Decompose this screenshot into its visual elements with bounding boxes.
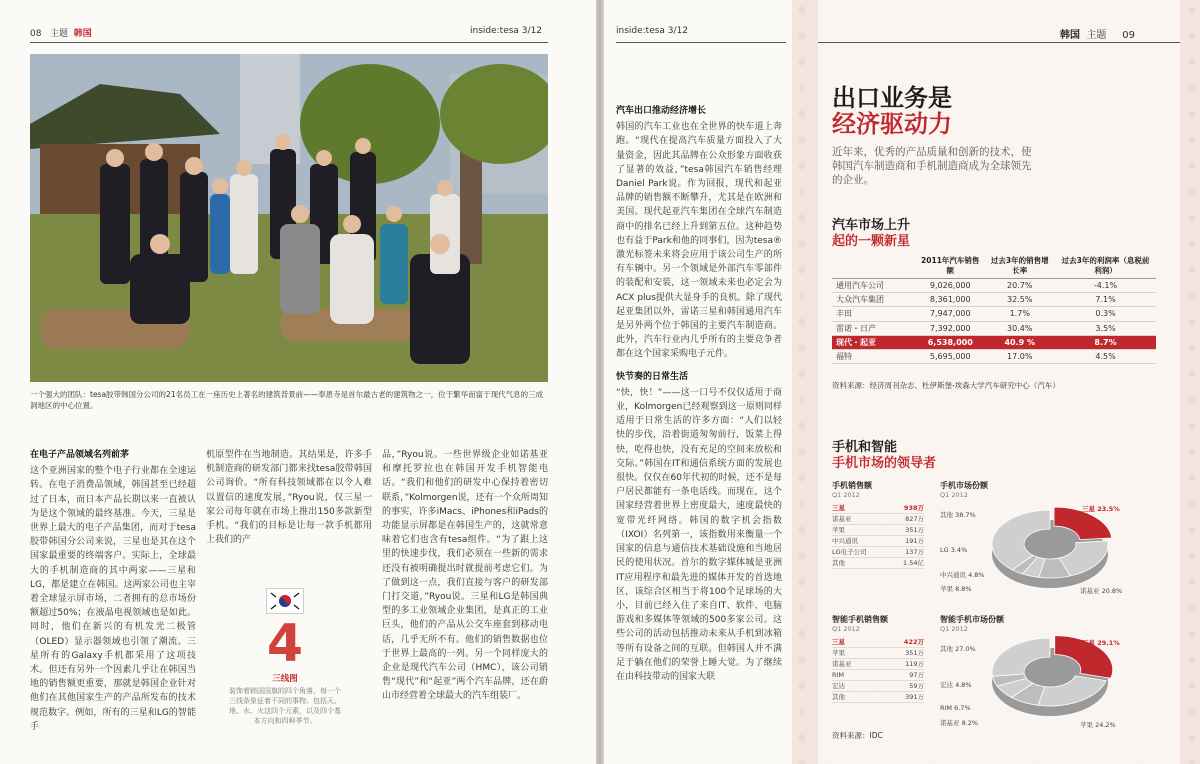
pie-label-value: 27.0%: [955, 645, 976, 653]
list-item-name: 宏达: [832, 682, 845, 690]
list-item-value: 97万: [909, 671, 924, 679]
column-text: “快，快！”——这一口号不仅仅适用于商业，Kolmorgen已经观察到这一原则同样适用于日常生活的许多方面：“人们以轻快的步伐，沿着街道匆匆前行，饭菜上得快，吃得也快，没有充足的空间来放松和交际。”韩国在IT和通信系统方面的发展也很快。仅仅在60年代初的时候，还不是每户居民都能有一条电话线。而现在，这个国家经营着世界上密度最大，速度最快的宽带光纤网络。韩国的数字机会指数（IXOI）名列第一，该指数用来衡量一个国家的信息与通信技术基础设施和当地居民的使用状况。首尔的数字媒体城是亚洲IT应用程序和最先进的媒体开发的首选地区，该综合区相当于将100个足球场的大小，目前已经入住了来自IT、软件、电脑游戏和多媒体等领域的500多家公司。这些公司的活动包括推动未来从手机到冰箱等所有设备之间的互联。但韩国人并不满足于躺在他们的荣誉上睡大觉。为了继续在由科技带动的国家大联: [616, 387, 782, 682]
pie-label-name: 三星: [1082, 505, 1098, 513]
column-heading: 快节奏的日常生活: [616, 371, 689, 382]
pie-label-value: 24.2%: [1095, 721, 1116, 729]
infobox-number: 4: [266, 614, 304, 674]
topic-label: 韩国: [1060, 30, 1080, 41]
table-row: [832, 349, 1156, 363]
auto-source: 资料来源：经济周刊杂志、杜伊斯堡-埃森大学汽车研究中心（汽车）: [832, 381, 1060, 390]
margin-cell: -4.1%: [1055, 279, 1156, 293]
column-text: 品，”Ryou说。一些世界级企业如诺基亚和摩托罗拉也在韩国开发手机智能电话。“我们和他们的研发中心保持着密切联系，”Kolmorgen说，还有一个众所周知的事实，许多iMacs、iPhones和iPads的功能显示屏都是在韩国生产的，这就常意味着它们也含有tesa组件。“为了跟上这里的快速步伐，我们必须在一些新的需求还没有被明确提出时就提前考虑它们。为了做到这一点，我们直接与客户的研发部门打交道，”Ryou说。三星和LG是韩国典型的多工业领域企业集团，是真正的工业巨头，他们的产品从公交车座套到移动电话，几乎无所不有。他们的销售数据也位于世界上最高的一列。另一个同样庞大的企业是现代汽车公司（HMC），该公司销售“现代”和“起亚”两个汽车品牌，还在蔚山市经营着全球最大的汽车组装厂。: [382, 450, 548, 702]
growth-cell: 17.0%: [984, 349, 1055, 363]
pie-label: [940, 546, 967, 554]
growth-cell: 1.7%: [984, 307, 1055, 321]
list-item-value: 191万: [905, 537, 924, 545]
sales-cell: 7,392,000: [916, 321, 984, 335]
list-item: [832, 670, 924, 681]
pie-label-name: 其他: [940, 645, 956, 653]
list-item-name: 中兴通讯: [832, 537, 858, 545]
column-text: 机原型件在当地制造。其结果是，许多手机制造商的研发部门都来找tesa胶带韩国公司询价。“所有科技领域都在以令人难以置信的速度发展，”Ryou说，仅三星一家公司每年就在市场上推出150多款新型手机。“我们的目标是让每一款手机都用上我们的产: [206, 450, 372, 546]
left-column-1: [30, 448, 196, 734]
growth-cell: 20.7%: [984, 279, 1055, 293]
photo-caption: 一个强大的团队：tesa胶带韩国分公司的21名员工在一座历史上著名的建筑背景前——奉恩寺是首尔最古老的建筑物之一，位于繁华而富于现代气息的三成洞地区的中心位置。: [30, 390, 544, 410]
auto-section-subtitle: 起的一颗新星: [832, 234, 911, 249]
growth-cell: 32.5%: [984, 293, 1055, 307]
pie-label-value: 20.8%: [1101, 587, 1123, 595]
margin-cell: 7.1%: [1055, 293, 1156, 307]
pie-label-name: 诺基亚: [940, 719, 962, 727]
list-item: [832, 536, 924, 547]
column-text: 韩国的汽车工业也在全世界的快车道上奔跑。“现代在提高汽车质量方面投入了大量资金，因此其品牌在公众形象方面收获了显著的效益，”tesa韩国汽车销售经理Daniel Park说。作为回报，现代和起亚品牌的销售额不断攀升，尤其是在欧洲和美国。现代起亚汽车集团在全球汽车制造商中的排名已经上升到第五位。这种趋势也有益于Park和他的同事们，因为tesa®激光标签未来将会应用于该公司生产的所有车辆中。另一个领域是外部汽车零部件的装配和安装，这一领域未来也必定会为ACX plus提供大显身手的良机。除了现代起亚集团以外，雷诺三星和韩国通用汽车是另外两个位于韩国的主要汽车制造商。此外，汽车行业内几乎所有的主要竞争者都在这个国家采购电子元件。: [616, 122, 782, 360]
company-cell: 雷诺・日产: [832, 321, 916, 335]
binding-gutter: [596, 0, 604, 764]
infobox-note: 装饰着韩国国旗的四个角落，每一个三线条象征着不同的事物。包括天、地、水、火这四个元素，以及四个基本方向和四种季节。: [229, 687, 341, 725]
list-item-value: 137万: [905, 548, 924, 556]
list-item-name: RIM: [832, 671, 845, 679]
pie-label-name: 诺基亚: [1080, 587, 1102, 595]
pie-label-value: 29.1%: [1097, 639, 1120, 647]
smartphone-sales-title: 智能手机销售额: [832, 615, 888, 624]
list-item-value: 938万: [903, 504, 924, 512]
pie-label-name: 其他: [940, 511, 956, 519]
pie-label-name: 苹果: [940, 585, 956, 593]
pie-label: [940, 510, 976, 519]
table-row: [832, 307, 1156, 321]
list-item-value: 1.54亿: [903, 559, 924, 567]
list-item-name: 诺基亚: [832, 660, 852, 668]
right-page: [604, 0, 1200, 764]
pie-label: [940, 718, 978, 727]
table-header-cell: 过去3年的利润率（息税前利润）: [1055, 254, 1156, 279]
margin-cell: 0.3%: [1055, 307, 1156, 321]
handset-share-period: Q1 2012: [940, 491, 968, 499]
pie-label-name: 宏达: [940, 681, 956, 689]
list-item-value: 59万: [909, 682, 924, 690]
list-item: [832, 525, 924, 536]
pie-label: [1082, 638, 1120, 647]
pie-label: [940, 570, 985, 579]
pie-label: [940, 584, 972, 593]
pie-label-name: LG: [940, 546, 951, 554]
sidebar-title-line2: 经济驱动力: [832, 110, 952, 138]
list-item: [832, 648, 924, 659]
list-item-value: 827万: [905, 515, 924, 523]
list-item-name: 其他: [832, 693, 845, 701]
pie-label-value: 3.4%: [950, 546, 968, 554]
column-text: 这个亚洲国家的整个电子行业都在全速运转。在电子消费品领域，韩国甚至已经超过了日本，而日本产品长期以来一直被认为是这个领域的最终基准。今天，三星是世界上最大的电子产品集团，而对于tesa胶带韩国分公司来说，三星也是其在这个国家最重要的终端客户。实际上，全球最大的手机制造商的其中两家——三星和LG，都是建立在韩国。这两家公司也主宰着全球显示屏市场，二者拥有的总市场份额超过50%；在液晶电视领域也是如此。同时，他们在新兴的有机发光二极管（OLED）显示器领域也引领了潮流。三星所有的Galaxy手机都采用了这项技术。但还有另外一个因素几乎让在韩国当地的销售额更重要，那就是韩国企业针对他们在其他国家生产的产品所发布的技术规范数字。例如，所有的三星和LG的智能手: [30, 466, 196, 732]
company-cell: 大众汽车集团: [832, 293, 916, 307]
pie-label-value: 4.8%: [968, 571, 985, 579]
pie-label: [1080, 586, 1122, 595]
list-item: [832, 637, 924, 648]
pie-label-name: 三星: [1082, 639, 1098, 647]
mobile-section-title: 手机和智能: [832, 440, 898, 455]
pie-label-name: RIM: [940, 704, 955, 712]
handset-sales-title: 手机销售额: [832, 481, 872, 490]
auto-section-title: 汽车市场上升: [832, 218, 911, 233]
list-item: [832, 558, 924, 569]
mobile-source: 资料来源：IDC: [832, 731, 883, 740]
pie-label: [1082, 504, 1120, 513]
list-item-name: 诺基亚: [832, 515, 852, 523]
sales-cell: 6,538,000: [916, 335, 984, 349]
sales-cell: 7,947,000: [916, 307, 984, 321]
issue-label: inside:tesa 3/12: [470, 26, 543, 36]
team-photo: [30, 54, 548, 382]
handset-sales-list: [832, 503, 924, 569]
company-cell: 通用汽车公司: [832, 279, 916, 293]
table-header-cell: 2011年汽车销售额: [916, 254, 984, 279]
list-item: [832, 503, 924, 514]
growth-cell: 30.4%: [984, 321, 1055, 335]
table-header-cell: [832, 254, 916, 279]
left-column-2: [206, 448, 372, 547]
page-number: 09: [1122, 30, 1135, 41]
sales-cell: 8,361,000: [916, 293, 984, 307]
handset-share-donut: [988, 504, 1118, 592]
section-label: 主题: [1086, 30, 1107, 41]
page-number: 08: [30, 29, 42, 39]
list-item-value: 119万: [905, 660, 924, 668]
column-heading: 汽车出口推动经济增长: [616, 106, 707, 116]
pie-label-value: 23.5%: [1097, 505, 1120, 513]
mobile-section-subtitle: 手机市场的领导者: [832, 456, 937, 471]
list-item: [832, 681, 924, 692]
list-item: [832, 659, 924, 670]
company-cell: 丰田: [832, 307, 916, 321]
table-row: [832, 279, 1156, 293]
sidebar-lead: 近年来，优秀的产品质量和创新的技术，使韩国汽车制造商和手机制造商成为全球领先的企业。: [832, 146, 1032, 186]
smartphone-share-title: 智能手机市场份额: [940, 615, 1004, 624]
header-rule: [818, 42, 1180, 43]
left-column-3: [382, 448, 548, 704]
issue-label: inside:tesa 3/12: [616, 26, 689, 36]
pie-label: [940, 644, 976, 653]
header-rule: [30, 42, 548, 43]
pie-label-value: 38.7%: [955, 511, 976, 519]
list-item-value: 351万: [905, 649, 924, 657]
growth-cell: 40.9 %: [984, 335, 1055, 349]
pie-label-value: 6.7%: [954, 704, 971, 712]
handset-sales-period: Q1 2012: [832, 491, 860, 499]
right-column-1: [616, 104, 782, 684]
handset-share-title: 手机市场份额: [940, 481, 988, 490]
margin-cell: 8.7%: [1055, 335, 1156, 349]
table-row: [832, 321, 1156, 335]
header-rule: [616, 42, 786, 43]
table-header-row: [832, 254, 1156, 279]
list-item-name: 苹果: [832, 649, 845, 657]
left-header: [30, 26, 92, 42]
list-item: [832, 547, 924, 558]
list-item-name: LG电子公司: [832, 548, 867, 556]
pie-label: [940, 680, 972, 689]
right-header: [1060, 26, 1135, 42]
smartphone-sales-period: Q1 2012: [832, 625, 860, 633]
topic-label: 韩国: [73, 29, 92, 39]
infobox-label: 三线图: [272, 674, 298, 684]
list-item-value: 391万: [905, 693, 924, 701]
pie-label-value: 4.8%: [955, 681, 972, 689]
margin-cell: 4.5%: [1055, 349, 1156, 363]
korean-flag-icon: [266, 588, 304, 614]
list-item-value: 351万: [905, 526, 924, 534]
pie-label: [940, 704, 971, 712]
list-item: [832, 514, 924, 525]
margin-cell: 3.5%: [1055, 321, 1156, 335]
sales-cell: 9,026,000: [916, 279, 984, 293]
pie-label-name: 中兴通讯: [940, 571, 969, 579]
smartphone-sales-list: [832, 637, 924, 703]
pie-label-value: 8.2%: [961, 719, 979, 727]
column-heading: 在电子产品领域名列前茅: [30, 450, 130, 460]
sales-cell: 5,695,000: [916, 349, 984, 363]
auto-market-table: [832, 254, 1156, 364]
list-item-name: 三星: [832, 504, 845, 512]
list-item-name: 其他: [832, 559, 845, 567]
list-item: [832, 692, 924, 703]
table-header-cell: 过去3年的销售增长率: [984, 254, 1055, 279]
section-label: 主题: [50, 29, 69, 39]
list-item-name: 三星: [832, 638, 845, 646]
company-cell: 现代・起亚: [832, 335, 916, 349]
pie-label-value: 8.8%: [955, 585, 972, 593]
table-row: [832, 335, 1156, 349]
company-cell: 福特: [832, 349, 916, 363]
left-page: [0, 0, 596, 764]
sidebar-panel: [792, 0, 1200, 764]
sidebar-title-line1: 出口业务是: [832, 84, 952, 112]
list-item-value: 422万: [903, 638, 924, 646]
smartphone-share-period: Q1 2012: [940, 625, 968, 633]
table-row: [832, 293, 1156, 307]
list-item-name: 苹果: [832, 526, 845, 534]
pie-label: [1080, 720, 1116, 729]
pie-label-name: 苹果: [1080, 721, 1096, 729]
